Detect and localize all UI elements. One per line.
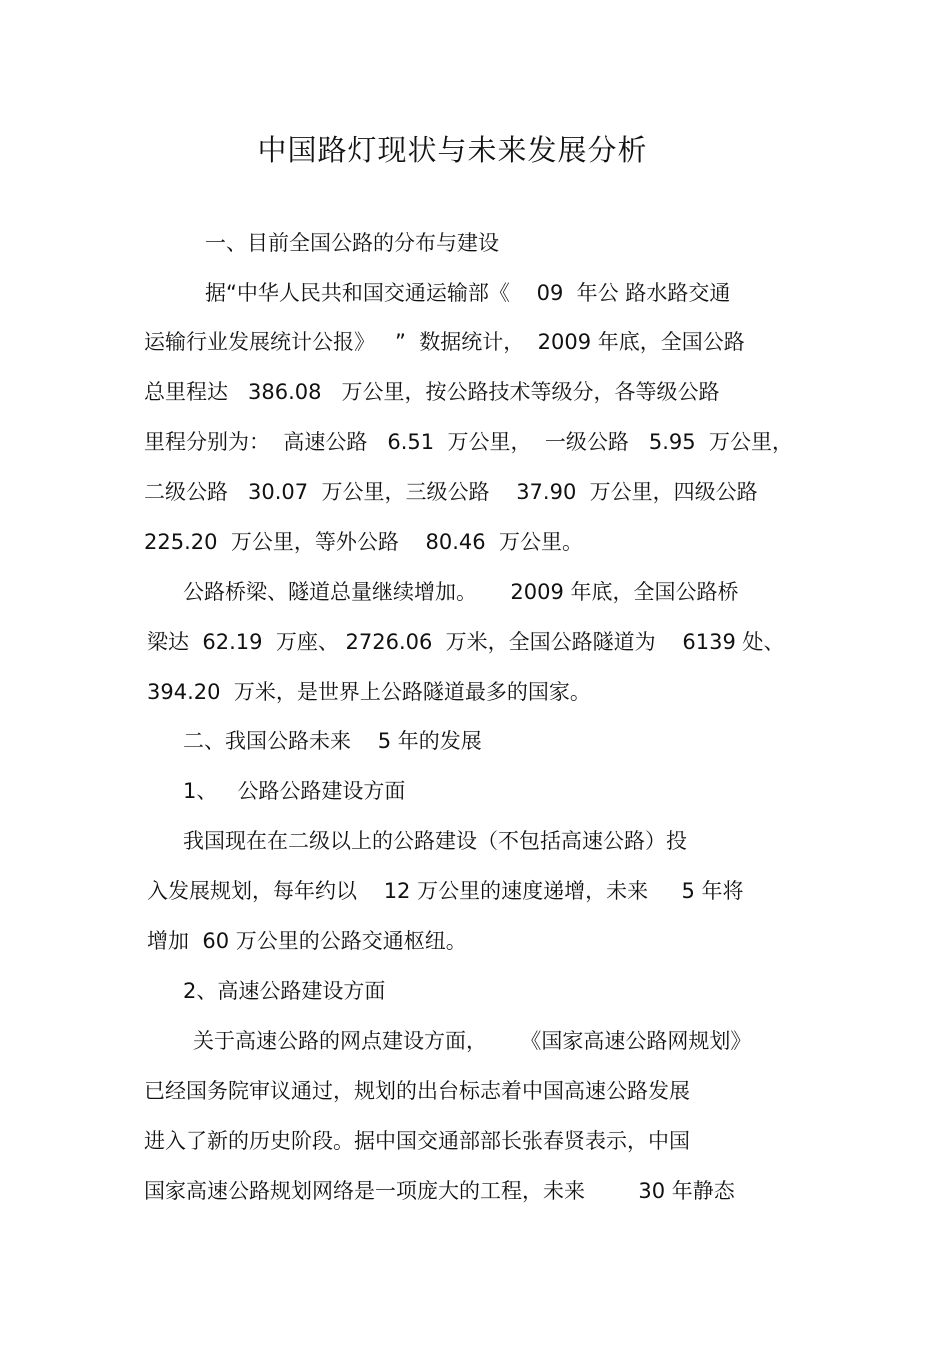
paragraph-line: 里程分别为： 高速公路 6.51 万公里， 一级公路 5.95 万公里，	[144, 430, 793, 454]
paragraph-line: 总里程达 386.08 万公里，按公路技术等级分，各等级公路	[144, 380, 720, 404]
paragraph-line: 增加 60 万公里的公路交通枢纽。	[147, 929, 467, 953]
paragraph-line: 入发展规划，每年约以 12 万公里的速度递增，未来 5 年将	[147, 879, 744, 903]
paragraph-line: 国家高速公路规划网络是一项庞大的工程，未来 30 年静态	[144, 1179, 735, 1203]
section-heading-1: 一、目前全国公路的分布与建设	[205, 231, 499, 255]
paragraph-line: 运输行业发展统计公报》 ” 数据统计， 2009 年底，全国公路	[144, 330, 745, 354]
paragraph-line: 已经国务院审议通过，规划的出台标志着中国高速公路发展	[144, 1079, 690, 1103]
paragraph-line: 二级公路 30.07 万公里，三级公路 37.90 万公里，四级公路	[144, 480, 758, 504]
paragraph-line: 进入了新的历史阶段。据中国交通部部长张春贤表示，中国	[144, 1129, 690, 1153]
paragraph-line: 我国现在在二级以上的公路建设（不包括高速公路）投	[183, 829, 687, 853]
document-title: 中国路灯现状与未来发展分析	[257, 133, 648, 167]
paragraph-line: 394.20 万米，是世界上公路隧道最多的国家。	[147, 680, 591, 704]
subsection-heading-2: 2、高速公路建设方面	[183, 979, 386, 1003]
section-heading-2: 二、我国公路未来 5 年的发展	[183, 729, 482, 753]
paragraph-line: 225.20 万公里，等外公路 80.46 万公里。	[144, 530, 583, 554]
paragraph-line: 公路桥梁、隧道总量继续增加。 2009 年底，全国公路桥	[183, 580, 739, 604]
paragraph-line: 梁达 62.19 万座、 2726.06 万米，全国公路隧道为 6139 处、	[147, 630, 785, 654]
paragraph-line: 关于高速公路的网点建设方面， 《国家高速公路网规划》	[193, 1029, 752, 1053]
subsection-heading-1: 1、 公路公路建设方面	[183, 779, 406, 803]
paragraph-line: 据“中华人民共和国交通运输部《 09 年公 路水路交通	[205, 281, 731, 305]
